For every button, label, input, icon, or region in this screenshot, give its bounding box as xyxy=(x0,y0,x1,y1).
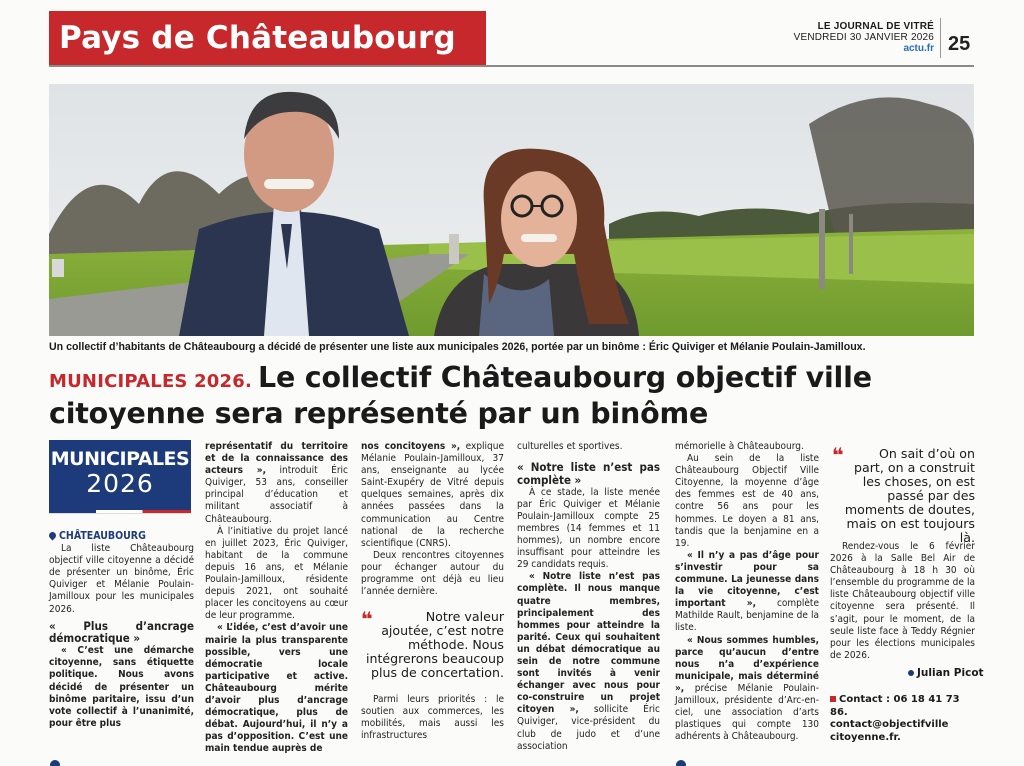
pull-quote-text: Notre valeur ajoutée, c’est notre méthode. Nous intégrerons beaucoup plus de concertation. xyxy=(365,609,504,680)
column-1 xyxy=(49,530,194,730)
municipales-badge xyxy=(49,440,191,510)
header-rule xyxy=(49,65,974,67)
article-headline xyxy=(49,362,974,430)
paragraph-text: explique Mélanie Poulain-Jamilloux, 37 ans, enseignante au lycée Saint-Exupéry de Vitré depuis quelques semaines, après dix années passées dans la communication au Centre national de la recherche scientifique (CNRS). xyxy=(361,441,504,549)
badge-line1: MUNICIPALES xyxy=(50,448,190,470)
photo-caption: Un collectif d’habitants de Châteaubourg a décidé de présenter une liste aux municipales 2026, portée par un binôme : Éric Quiviger et Mélanie Poulain-Jamilloux. xyxy=(49,341,866,353)
place-name: CHÂTEAUBOURG xyxy=(59,530,146,542)
pull-quote-large xyxy=(832,443,975,545)
photo-illustration xyxy=(49,84,974,336)
paragraph xyxy=(675,550,819,635)
quote-text: « Nous sommes humbles, parce qu’aucun d’entre nous n’a d’expérience municipale, mais déterminé », xyxy=(675,634,819,694)
column-2 xyxy=(205,441,348,755)
paragraph: À l’initiative du projet lancé en juillet 2023, Éric Quiviger, habitant de la commune depuis 16 ans, et Mélanie Poulain-Jamilloux, résidente depuis 2021, ont souhaité placer les concitoyens au cœur de leur programme. xyxy=(205,525,348,622)
page-number: 25 xyxy=(948,33,971,55)
section-banner: Pays de Châteaubourg xyxy=(49,11,486,65)
subheading: « Notre liste n’est pas complète » xyxy=(517,460,660,487)
newspaper-name: LE JOURNAL DE VITRÉ xyxy=(817,21,934,32)
column-4 xyxy=(517,441,660,753)
article-photo xyxy=(49,84,974,336)
paragraph: mémorielle à Châteaubourg. xyxy=(675,441,804,452)
paragraph-text: sollicite Éric Quiviger, vice-président du club de judo et d’une association xyxy=(517,704,660,752)
quote-text: « Notre liste n’est pas complète. Il nous manque quatre membres, principalement des hommes pour atteindre la parité. Ceux qui souhaitent un débat démocratique au sein de notre commune sont invités à venir échanger avec nous pour co-construire un projet citoyen », xyxy=(517,571,660,716)
issue-date: VENDREDI 30 JANVIER 2026 xyxy=(793,32,934,43)
paragraph: À ce stade, la liste menée par Éric Quiviger et Mélanie Poulain-Jamilloux compte 25 membres (14 femmes et 11 hommes), un nombre encore insuffisant pour atteindre les 29 candidats requis. xyxy=(517,486,660,571)
badge-line2: 2026 xyxy=(86,469,154,498)
paragraph: « L’idée, c’est d’avoir une mairie la plus transparente possible, vers une démocratie locale participative et active. Châteaubourg mérite d’avoir plus d’ancrage démocratique, plus de débat. Aujourd’hui, il n’y a pas d’opposition. C’est une main tendue auprès de xyxy=(205,622,348,755)
paragraph xyxy=(675,635,819,744)
paragraph-text: complète Mathilde Rault, benjamine de la liste. xyxy=(675,598,819,634)
quote-mark-icon: ❝ xyxy=(832,443,844,467)
column-5 xyxy=(675,441,819,743)
paragraph: Deux rencontres citoyennes pour échanger autour du programme ont déjà eu lieu l’année dernière. xyxy=(361,549,504,598)
contact-block xyxy=(830,694,975,744)
paragraph-text: précise Mélanie Poulain-Jamilloux, présidente d’Arc-en-ciel, une association d’arts plastiques qui compte 130 adhérents à Châteaubourg. xyxy=(675,682,819,743)
bullet-icon xyxy=(830,696,836,702)
quote-text: représentatif du territoire et de la connaissance des acteurs », xyxy=(205,441,348,477)
paragraph: Parmi leurs priorités : le soutien aux commerces, les mobilités, mais aussi les infrastructures xyxy=(361,694,504,742)
newspaper-info xyxy=(794,21,934,54)
paragraph: Rendez-vous le 6 février 2026 à la Salle Bel Air de Châteaubourg à 18 h 30 où l’ensemble du programme de la liste Châteaubourg objectif ville citoyenne sera présenté. Il s’agit, pour le moment, de la seule liste face à Teddy Régnier pour les élections municipales de 2026. xyxy=(830,541,975,661)
badge-flag-stripe xyxy=(49,510,191,514)
contact-phone-text: Contact : 06 18 41 73 86. xyxy=(830,694,960,718)
paragraph xyxy=(205,441,348,526)
contact-email: contact@objectifville citoyenne.fr. xyxy=(830,719,949,743)
subheading: « Plus d’ancrage démocratique » xyxy=(49,618,194,646)
column-3-bottom xyxy=(361,694,504,742)
paragraph xyxy=(361,441,504,550)
marker-dot xyxy=(50,760,60,766)
quote-text: « Il n’y a pas d’âge pour s’investir pour sa commune. La jeunesse dans la vie citoyenne, c’est important », xyxy=(675,549,819,610)
dateline-place xyxy=(49,530,194,542)
paragraph-text: introduit Éric Quiviger, 53 ans, conseiller principal d’éducation et militant associatif à Châteaubourg. xyxy=(205,465,348,525)
pull-quote-text: On sait d’où on part, on a construit les choses, on est passé par des moments de doutes, mais on est toujours là. xyxy=(844,446,975,545)
marker-dot xyxy=(676,760,686,766)
column-3 xyxy=(361,441,504,598)
paragraph xyxy=(517,571,660,752)
page-separator xyxy=(940,18,941,58)
paragraph: culturelles et sportives. xyxy=(517,441,623,452)
paragraph: La liste Châteaubourg objectif ville citoyenne a décidé de présenter un binôme, Éric Quiviger et Mélanie Poulain-Jamilloux pour les municipales 2026. xyxy=(49,543,194,615)
author-signature xyxy=(908,667,984,679)
quote-mark-icon: ❝ xyxy=(361,607,373,631)
paragraph: « C’est une démarche citoyenne, sans étiquette politique. Nous avons décidé de présenter un binôme paritaire, issu d’un vote collectif à l’unanimité, pour être plus xyxy=(49,645,194,729)
paragraph: Au sein de la liste Châteaubourg Objectif Ville Citoyenne, la moyenne d’âge des femmes est de 40 ans, contre 56 ans pour les hommes. Le doyen a 81 ans, tandis que la benjamine en a 19. xyxy=(675,453,819,549)
quote-text: nos concitoyens », xyxy=(361,441,461,452)
pull-quote xyxy=(361,607,504,680)
headline-kicker: MUNICIPALES 2026. xyxy=(49,371,252,392)
location-pin-icon xyxy=(48,531,58,541)
headline-title: Le collectif Châteaubourg objectif ville citoyenne sera représenté par un binôme xyxy=(49,361,872,430)
contact-phone xyxy=(830,694,975,719)
bullet-icon xyxy=(908,670,914,676)
author-name: Julian Picot xyxy=(917,667,984,679)
column-6 xyxy=(830,541,975,662)
website: actu.fr xyxy=(903,43,934,54)
